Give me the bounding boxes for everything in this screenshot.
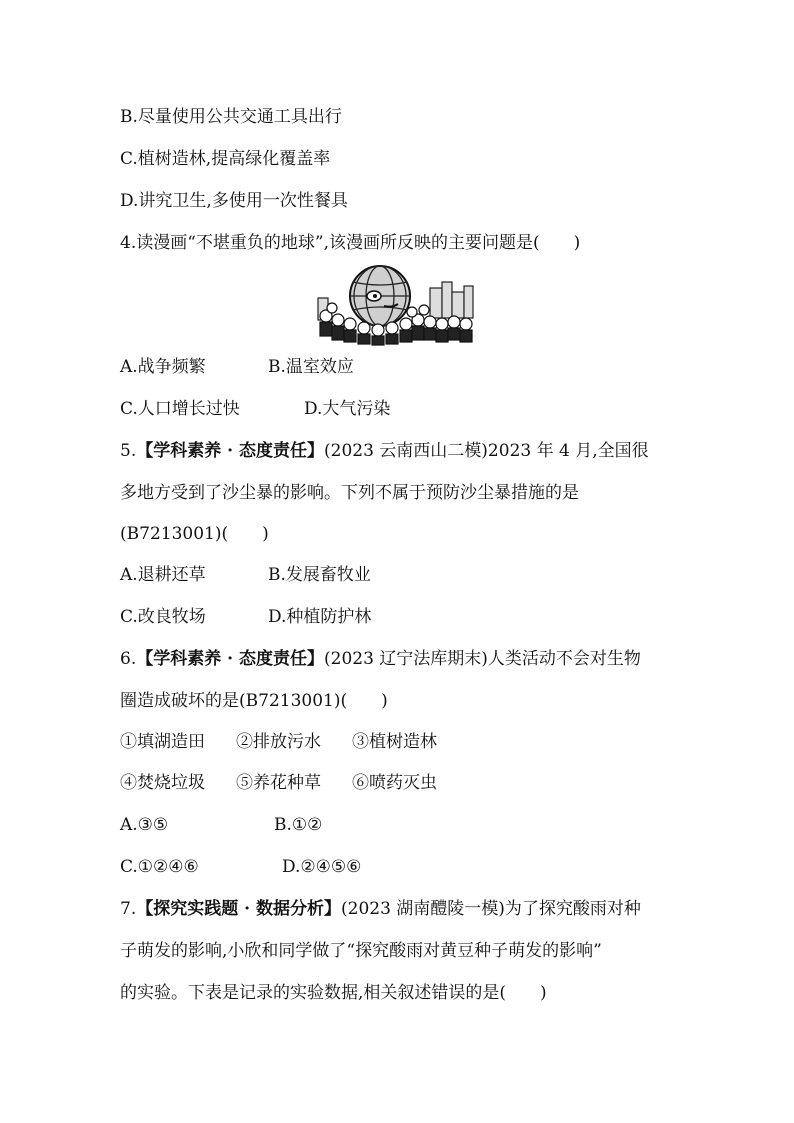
q6-option-b: B.①② — [274, 815, 323, 835]
q6-tag: 【学科素养 · 态度责任】 — [136, 649, 324, 669]
q4-option-b: B.温室效应 — [268, 357, 354, 377]
q5-number: 5. — [120, 441, 137, 461]
q6-stem-line1 — [120, 648, 641, 670]
q6-item-5: ⑤养花种草 — [236, 773, 321, 793]
q5-stem-line2: 多地方受到了沙尘暴的影响。下列不属于预防沙尘暴措施的是 — [120, 483, 579, 503]
q7-tag: 【探究实践题 · 数据分析】 — [136, 899, 341, 919]
q7-stem-line2: 子萌发的影响,小欣和同学做了“探究酸雨对黄豆种子萌发的影响” — [120, 941, 602, 961]
q5-option-a: A.退耕还草 — [120, 565, 206, 585]
q5-option-d: D.种植防护林 — [268, 607, 372, 627]
q3-option-c: C.植树造林,提高绿化覆盖率 — [120, 149, 331, 169]
q5-stem-text: (2023 云南西山二模)2023 年 4 月,全国很 — [324, 441, 649, 461]
overburdened-earth-cartoon — [312, 262, 482, 346]
q7-stem-line1 — [120, 898, 641, 920]
q6-item-3: ③植树造林 — [352, 732, 437, 752]
q6-item-6: ⑥喷药灭虫 — [352, 773, 437, 793]
q4-option-c: C.人口增长过快 — [120, 399, 240, 419]
q5-stem-line3: (B7213001)( ) — [120, 524, 269, 544]
q4-option-d: D.大气污染 — [304, 399, 391, 419]
q6-item-1: ①填湖造田 — [120, 732, 205, 752]
q6-number: 6. — [120, 649, 137, 669]
q4-stem: 4.读漫画“不堪重负的地球”,该漫画所反映的主要问题是( ) — [120, 233, 581, 253]
q5-tag: 【学科素养 · 态度责任】 — [136, 441, 324, 461]
q4-option-a: A.战争频繁 — [120, 357, 206, 377]
q5-option-c: C.改良牧场 — [120, 607, 206, 627]
q6-option-a: A.③⑤ — [120, 815, 169, 835]
q7-stem-text: (2023 湖南醴陵一模)为了探究酸雨对种 — [341, 899, 641, 919]
q5-option-b: B.发展畜牧业 — [268, 565, 371, 585]
q3-option-b: B.尽量使用公共交通工具出行 — [120, 107, 342, 127]
q7-number: 7. — [120, 899, 137, 919]
q5-stem-line1 — [120, 440, 649, 462]
q7-stem-line3: 的实验。下表是记录的实验数据,相关叙述错误的是( ) — [120, 983, 547, 1003]
q6-option-d: D.②④⑤⑥ — [282, 857, 362, 877]
q6-stem-text: (2023 辽宁法库期末)人类活动不会对生物 — [324, 649, 641, 669]
q6-item-4: ④焚烧垃圾 — [120, 773, 205, 793]
q6-option-c: C.①②④⑥ — [120, 857, 199, 877]
q3-option-d: D.讲究卫生,多使用一次性餐具 — [120, 191, 348, 211]
q6-stem-line2: 圈造成破坏的是(B7213001)( ) — [120, 691, 388, 711]
q6-item-2: ②排放污水 — [236, 732, 321, 752]
